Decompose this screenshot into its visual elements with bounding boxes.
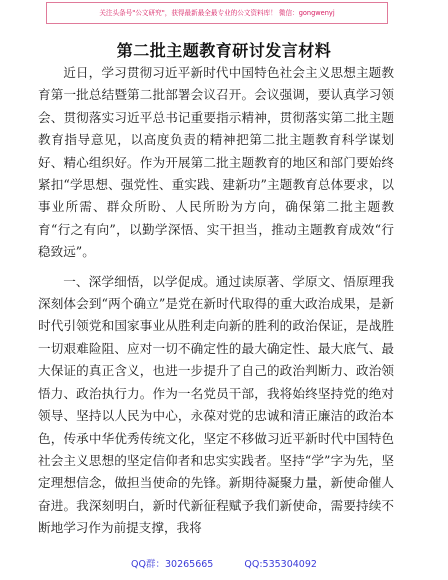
header-banner: 关注头条号"公文研究"，获得最新最全最专业的公文资料库！ 微信：gongwenyj [46,2,388,24]
paragraph-section-1: 一、深学细悟，以学促成。通过读原著、学原文、悟原理我深刻体会到“两个确立”是党在新时代取得的重大政治成果，是新时代引领党和国家事业从胜利走向新的胜利的政治保证，是战胜一切艰难险阻、应对一切不确定性的最大确定性、最大底气、最大保证的真正含义，也进一步提升了自己的政治判断力、政治领悟力、政治执行力。作为一名党员干部，我将始终坚持党的绝对领导、坚持以人民为中心，永葆对党的忠诚和清正廉洁的政治本色，传承中华优秀传统文化，坚定不移做习近平新时代中国特色社会主义思想的坚定信仰者和忠实实践者。坚持“学”字为先，坚定理想信念，做担当使命的先锋。新期待凝聚力量，新使命催人奋进。我深刻明白，新时代新征程赋予我们新使命，需要持续不断地学习作为前提支撑，我将 [38,273,394,536]
document-body [38,62,394,547]
document-title: 第二批主题教育研讨发言材料 [116,41,332,60]
paragraph-intro: 近日，学习贯彻习近平新时代中国特色社会主义思想主题教育第一批总结暨第二批部署会议召开。会议强调，要认真学习领会、贯彻落实习近平总书记重要指示精神，贯彻落实第二批主题教育指导意见，以高度负责的精神把第二批主题教育科学谋划好、精心组织好。作为开展第二批主题教育的地区和部门要始终紧扣“学思想、强党性、重实践、建新功”主题教育总体要求，以事业所需、群众所盼、人民所盼为方向，确保第二批主题教育“行之有向”，以勤学深悟、实干担当，推动主题教育成效“行稳致远”。 [38,65,394,260]
page-footer [0,556,448,570]
footer-qq-group: QQ群：30265665 [131,559,214,570]
footer-qq: QQ:535304092 [244,559,317,570]
